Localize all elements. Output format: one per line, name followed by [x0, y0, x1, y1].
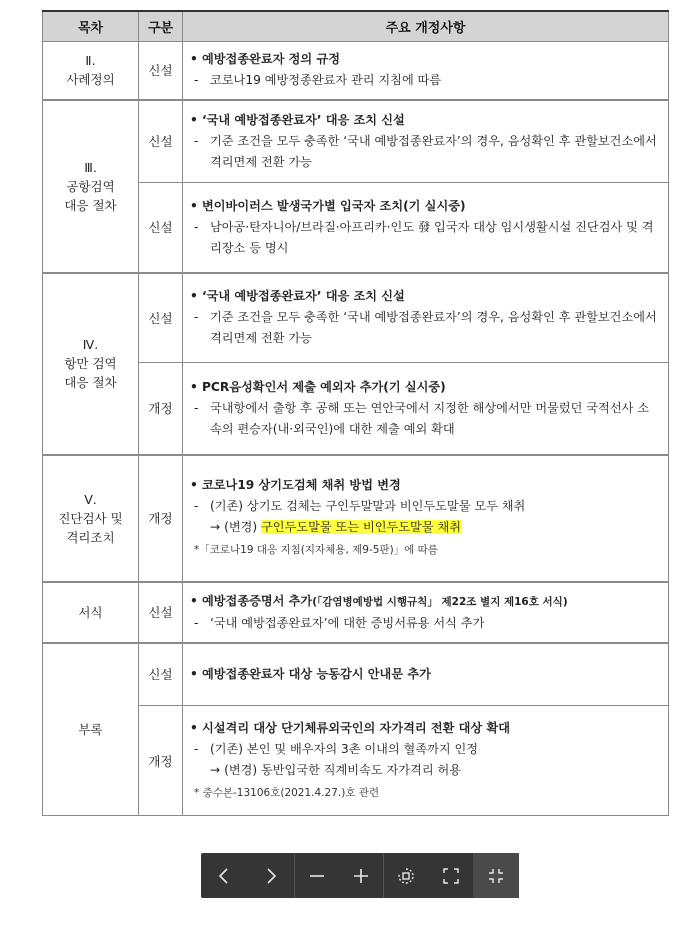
heading-suffix: (「감염병예방법 시행규칙」 제22조 별지 제16호 서식) [312, 595, 568, 608]
toc-cell [43, 582, 139, 643]
revision-heading [190, 49, 660, 70]
detail-cell [183, 273, 669, 363]
heading-text: 시설격리 대상 단기체류외국인의 자가격리 전환 대상 확대 [202, 720, 511, 735]
kind-cell: 신설 [139, 643, 183, 706]
revision-detail: - 기준 조건을 모두 충족한 ‘국내 예방접종완료자’의 경우, 음성확인 후 관할보건소에서 격리면제 전환 가능 [194, 310, 657, 346]
heading-text: ‘국내 예방접종완료자’ 대응 조치 신설 [202, 289, 405, 304]
revision-table [42, 10, 669, 816]
rotate-icon [396, 866, 416, 886]
revision-detail: - (기존) 본인 및 배우자의 3촌 이내의 혈족까지 인정 [194, 741, 479, 756]
kind-cell: 개정 [139, 455, 183, 582]
header-detail: 주요 개정사항 [183, 11, 669, 42]
table-row [43, 643, 669, 706]
heading-text: 변이바이러스 발생국가별 입국자 조치(기 실시중) [202, 198, 466, 213]
header-kind: 구분 [139, 11, 183, 42]
revision-heading [190, 718, 660, 739]
toc-line: 서식 [78, 604, 103, 620]
kind-cell: 신설 [139, 100, 183, 183]
kind-cell: 신설 [139, 42, 183, 100]
previous-page-icon [217, 867, 231, 885]
revision-heading [190, 377, 660, 398]
fullscreen-icon [442, 867, 460, 885]
revision-detail: - ‘국내 예방접종완료자’에 대한 증빙서류용 서식 추가 [194, 615, 485, 630]
detail-cell [183, 183, 669, 273]
heading-text: 예방접종완료자 정의 규정 [202, 52, 340, 67]
fullscreen-button[interactable] [429, 853, 474, 898]
zoom-out-icon [308, 867, 326, 885]
bullet-icon: • [190, 666, 198, 681]
bullet-icon: • [190, 478, 198, 492]
revision-heading [190, 286, 660, 307]
toc-line: Ⅴ. [84, 491, 97, 507]
change-arrow-line: → (변경) 동반입국한 직계비속도 자가격리 허용 [210, 762, 462, 777]
table-row [43, 100, 669, 183]
bullet-icon: • [190, 198, 198, 213]
toc-line: 격리조치 [66, 529, 115, 545]
document-page [42, 10, 668, 816]
detail-cell [183, 455, 669, 582]
toc-line: 대응 절차 [64, 197, 117, 213]
heading-text: 예방접종완료자 대상 능동감시 안내문 추가 [202, 666, 431, 681]
detail-cell [183, 363, 669, 455]
table-row [43, 582, 669, 643]
zoom-in-button[interactable] [339, 853, 383, 898]
table-row [43, 273, 669, 363]
rotate-button[interactable] [383, 853, 429, 898]
toc-line: Ⅳ. [82, 337, 99, 352]
toc-line: Ⅱ. [85, 53, 96, 69]
toc-line: 대응 절차 [64, 375, 117, 390]
detail-cell [183, 42, 669, 100]
kind-cell: 신설 [139, 183, 183, 273]
toc-cell [43, 273, 139, 455]
revision-detail: - 기준 조건을 모두 충족한 ‘국내 예방접종완료자’의 경우, 음성확인 후 관할보건소에서 격리면제 전환 가능 [194, 133, 657, 169]
zoom-in-icon [352, 867, 370, 885]
table-row [43, 455, 669, 582]
revision-detail: - (기존) 상기도 검체는 구인두말말과 비인두도말물 모두 채취 [194, 499, 526, 513]
bullet-icon: • [190, 52, 198, 67]
heading-text: PCR음성확인서 제출 예외자 추가(기 실시중) [202, 379, 446, 394]
toc-cell [43, 643, 139, 816]
revision-heading [190, 664, 660, 685]
zoom-out-button[interactable] [294, 853, 339, 898]
toc-line: 공항검역 [66, 178, 115, 194]
bullet-icon: • [190, 112, 198, 127]
kind-cell: 개정 [139, 706, 183, 816]
bullet-icon: • [190, 593, 198, 608]
toc-cell [43, 100, 139, 273]
footnote: *「코로나19 대응 지침(지자체용, 제9-5판)」에 따름 [194, 544, 438, 556]
detail-cell [183, 643, 669, 706]
detail-cell [183, 582, 669, 643]
fit-screen-button[interactable] [473, 853, 519, 898]
toc-line: 진단검사 및 [58, 510, 123, 526]
heading-text: ‘국내 예방접종완료자’ 대응 조치 신설 [202, 112, 405, 127]
bullet-icon: • [190, 720, 198, 735]
bullet-icon: • [190, 289, 198, 304]
detail-cell [183, 100, 669, 183]
heading-text: 예방접종증명서 추가(「감염병예방법 시행규칙」 제22조 별지 제16호 서식) [202, 593, 568, 608]
toc-cell [43, 455, 139, 582]
table-header-row [43, 11, 669, 42]
fit-screen-icon [487, 867, 505, 885]
toc-line: 사례정의 [66, 72, 115, 88]
kind-cell: 신설 [139, 582, 183, 643]
footnote: * 중수본-13106호(2021.4.27.)호 관련 [194, 786, 380, 799]
toc-line: Ⅲ. [84, 159, 97, 175]
revision-heading [190, 475, 660, 496]
next-page-icon [264, 867, 278, 885]
next-page-button[interactable] [248, 853, 295, 898]
toc-line: 항만 검역 [64, 356, 117, 371]
revision-heading [190, 110, 660, 131]
revision-detail: - 국내항에서 출항 후 공해 또는 연안국에서 지정한 해상에서만 머물렀던 국적선사 소속의 편승자(내·외국인)에 대한 제출 예외 확대 [194, 400, 650, 436]
revision-detail: - 남아공·탄자니아/브라질·아프리카·인도 發 입국자 대상 임시생활시설 진단검사 및 격리장소 등 명시 [194, 219, 654, 255]
revision-heading [190, 196, 660, 217]
kind-cell: 개정 [139, 363, 183, 455]
change-arrow-line: → (변경) 구인두도말물 또는 비인두도말물 채취 [210, 520, 462, 534]
revision-heading [190, 591, 660, 613]
kind-cell: 신설 [139, 273, 183, 363]
bullet-icon: • [190, 379, 198, 394]
revision-detail: - 코로나19 예방정종완료자 관리 지침에 따름 [194, 73, 442, 88]
highlighted-change: 구인두도말물 또는 비인두도말물 채취 [261, 520, 462, 534]
previous-page-button[interactable] [201, 853, 248, 898]
detail-cell [183, 706, 669, 816]
toc-line: 부록 [78, 721, 103, 737]
table-row [43, 42, 669, 100]
heading-text: 코로나19 상기도검체 채취 방법 변경 [202, 478, 401, 492]
header-toc: 목차 [43, 11, 139, 42]
toc-cell [43, 42, 139, 100]
viewer-toolbar [201, 853, 519, 898]
